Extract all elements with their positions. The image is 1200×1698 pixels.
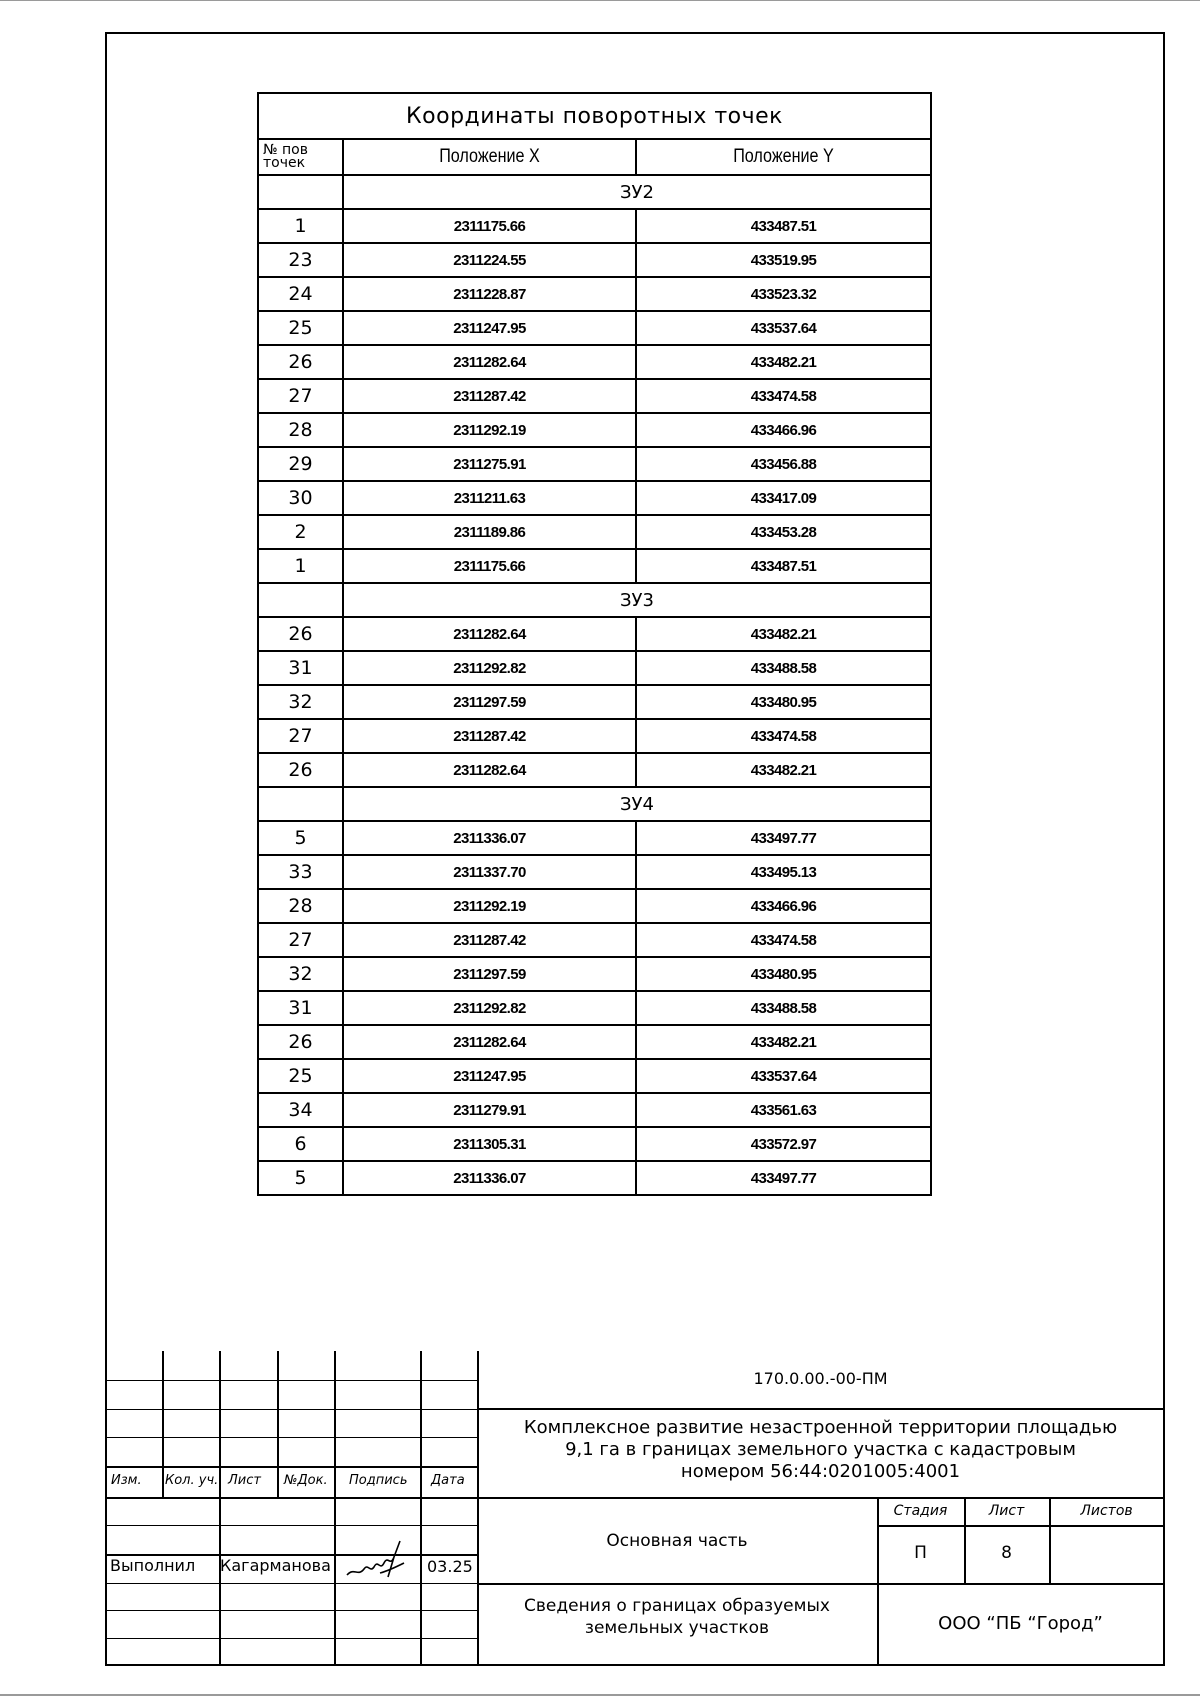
table-row (258, 753, 931, 787)
point-number: 25 (258, 311, 343, 345)
point-number: 28 (258, 889, 343, 923)
y-coordinate: 433537.64 (636, 311, 931, 345)
table-row (258, 1093, 931, 1127)
x-coordinate: 2311282.64 (343, 345, 636, 379)
y-coordinate: 433495.13 (636, 855, 931, 889)
table-row (258, 651, 931, 685)
point-number: 2 (258, 515, 343, 549)
organization-name: ООО “ПБ “Город” (938, 1613, 1103, 1634)
table-row (258, 481, 931, 515)
coordinates-body (258, 175, 931, 1195)
x-coordinate: 2311282.64 (343, 753, 636, 787)
x-coordinate: 2311175.66 (343, 209, 636, 243)
y-coordinate: 433519.95 (636, 243, 931, 277)
y-coordinate: 433572.97 (636, 1127, 931, 1161)
point-number: 31 (258, 991, 343, 1025)
y-coordinate: 433482.21 (636, 617, 931, 651)
group-row (258, 175, 931, 209)
stage-label: Стадия (893, 1503, 948, 1519)
col-izm-label: Изм. (111, 1473, 142, 1488)
group-row (258, 583, 931, 617)
x-coordinate: 2311189.86 (343, 515, 636, 549)
table-row (258, 413, 931, 447)
x-coordinate: 2311292.19 (343, 413, 636, 447)
y-coordinate: 433497.77 (636, 821, 931, 855)
x-coordinate: 2311292.82 (343, 651, 636, 685)
x-coordinate: 2311297.59 (343, 685, 636, 719)
x-position-header: Положение X (343, 139, 636, 175)
sheet-top-edge (0, 0, 1200, 1)
group-empty-cell (258, 583, 343, 617)
point-number: 29 (258, 447, 343, 481)
col-data-label: Дата (431, 1473, 465, 1488)
x-coordinate: 2311228.87 (343, 277, 636, 311)
sheet-description: Сведения о границах образуемых земельных участков (524, 1596, 830, 1638)
group-row (258, 787, 931, 821)
role-label: Выполнил (110, 1556, 196, 1575)
point-number: 30 (258, 481, 343, 515)
col-kol-label: Кол. уч. (165, 1473, 219, 1488)
y-coordinate: 433482.21 (636, 1025, 931, 1059)
point-number: 24 (258, 277, 343, 311)
point-number: 6 (258, 1127, 343, 1161)
col-ndok-label: №Док. (284, 1473, 328, 1488)
point-number: 32 (258, 957, 343, 991)
y-coordinate: 433487.51 (636, 549, 931, 583)
table-row (258, 243, 931, 277)
y-coordinate: 433456.88 (636, 447, 931, 481)
group-empty-cell (258, 787, 343, 821)
x-coordinate: 2311336.07 (343, 1161, 636, 1195)
point-number: 33 (258, 855, 343, 889)
point-number: 26 (258, 753, 343, 787)
x-coordinate: 2311247.95 (343, 311, 636, 345)
table-row (258, 311, 931, 345)
y-coordinate: 433488.58 (636, 991, 931, 1025)
group-name: ЗУ3 (343, 583, 931, 617)
table-row (258, 855, 931, 889)
table-row (258, 923, 931, 957)
x-coordinate: 2311282.64 (343, 617, 636, 651)
point-number: 1 (258, 549, 343, 583)
x-coordinate: 2311337.70 (343, 855, 636, 889)
point-number: 28 (258, 413, 343, 447)
group-name: ЗУ2 (343, 175, 931, 209)
point-number: 26 (258, 617, 343, 651)
point-number: 27 (258, 719, 343, 753)
stage-value: П (914, 1543, 927, 1563)
sheets-label: Листов (1080, 1503, 1133, 1519)
sheet-value: 8 (1001, 1543, 1012, 1563)
point-number: 26 (258, 345, 343, 379)
y-coordinate: 433482.21 (636, 345, 931, 379)
x-coordinate: 2311287.42 (343, 379, 636, 413)
group-empty-cell (258, 175, 343, 209)
y-coordinate: 433417.09 (636, 481, 931, 515)
y-coordinate: 433466.96 (636, 413, 931, 447)
y-coordinate: 433488.58 (636, 651, 931, 685)
point-number: 25 (258, 1059, 343, 1093)
y-coordinate: 433480.95 (636, 957, 931, 991)
x-coordinate: 2311275.91 (343, 447, 636, 481)
y-coordinate: 433561.63 (636, 1093, 931, 1127)
table-row (258, 277, 931, 311)
table-row (258, 889, 931, 923)
table-row (258, 1127, 931, 1161)
point-number: 27 (258, 379, 343, 413)
table-row (258, 617, 931, 651)
x-coordinate: 2311305.31 (343, 1127, 636, 1161)
x-coordinate: 2311336.07 (343, 821, 636, 855)
table-row (258, 515, 931, 549)
y-coordinate: 433482.21 (636, 753, 931, 787)
y-coordinate: 433474.58 (636, 719, 931, 753)
x-coordinate: 2311175.66 (343, 549, 636, 583)
y-coordinate: 433487.51 (636, 209, 931, 243)
point-number: 31 (258, 651, 343, 685)
sheet-bottom-edge (0, 1694, 1200, 1696)
sign-date: 03.25 (427, 1557, 473, 1576)
x-coordinate: 2311282.64 (343, 1025, 636, 1059)
y-coordinate: 433474.58 (636, 923, 931, 957)
table-row (258, 1025, 931, 1059)
x-coordinate: 2311287.42 (343, 719, 636, 753)
col-podpis-label: Подпись (349, 1473, 408, 1488)
x-coordinate: 2311211.63 (343, 481, 636, 515)
table-row (258, 957, 931, 991)
y-position-header: Положение Y (636, 139, 931, 175)
signature-mark (344, 1537, 410, 1581)
document-code: 170.0.00.-00-ПМ (753, 1369, 888, 1388)
y-coordinate: 433466.96 (636, 889, 931, 923)
table-row (258, 685, 931, 719)
point-number: 5 (258, 1161, 343, 1195)
table-row (258, 447, 931, 481)
table-row (258, 209, 931, 243)
title-block (106, 1351, 1164, 1665)
table-row (258, 1059, 931, 1093)
table-row (258, 345, 931, 379)
x-coordinate: 2311287.42 (343, 923, 636, 957)
table-title: Координаты поворотных точек (258, 93, 931, 139)
point-number: 1 (258, 209, 343, 243)
person-name: Кагарманова (220, 1556, 331, 1575)
col-list-label: Лист (228, 1473, 261, 1488)
y-coordinate: 433474.58 (636, 379, 931, 413)
table-row (258, 1161, 931, 1195)
y-coordinate: 433453.28 (636, 515, 931, 549)
x-coordinate: 2311247.95 (343, 1059, 636, 1093)
point-number: 26 (258, 1025, 343, 1059)
y-coordinate: 433480.95 (636, 685, 931, 719)
section-name: Основная часть (606, 1531, 748, 1551)
y-coordinate: 433523.32 (636, 277, 931, 311)
table-row (258, 549, 931, 583)
point-number: 32 (258, 685, 343, 719)
table-row (258, 821, 931, 855)
point-number: 5 (258, 821, 343, 855)
x-coordinate: 2311224.55 (343, 243, 636, 277)
y-coordinate: 433537.64 (636, 1059, 931, 1093)
group-name: ЗУ4 (343, 787, 931, 821)
point-number: 23 (258, 243, 343, 277)
project-title: Комплексное развитие незастроенной территории площадью 9,1 га в границах земельного участка с кадастровым номером 56:44:0201005:4001 (523, 1417, 1118, 1482)
point-number: 34 (258, 1093, 343, 1127)
x-coordinate: 2311279.91 (343, 1093, 636, 1127)
table-row (258, 991, 931, 1025)
point-number-header: № пов точек (258, 139, 343, 175)
table-row (258, 719, 931, 753)
sheet-label: Лист (988, 1503, 1025, 1519)
point-number: 27 (258, 923, 343, 957)
x-coordinate: 2311292.82 (343, 991, 636, 1025)
table-row (258, 379, 931, 413)
x-coordinate: 2311292.19 (343, 889, 636, 923)
coordinates-table (257, 92, 932, 1196)
y-coordinate: 433497.77 (636, 1161, 931, 1195)
x-coordinate: 2311297.59 (343, 957, 636, 991)
